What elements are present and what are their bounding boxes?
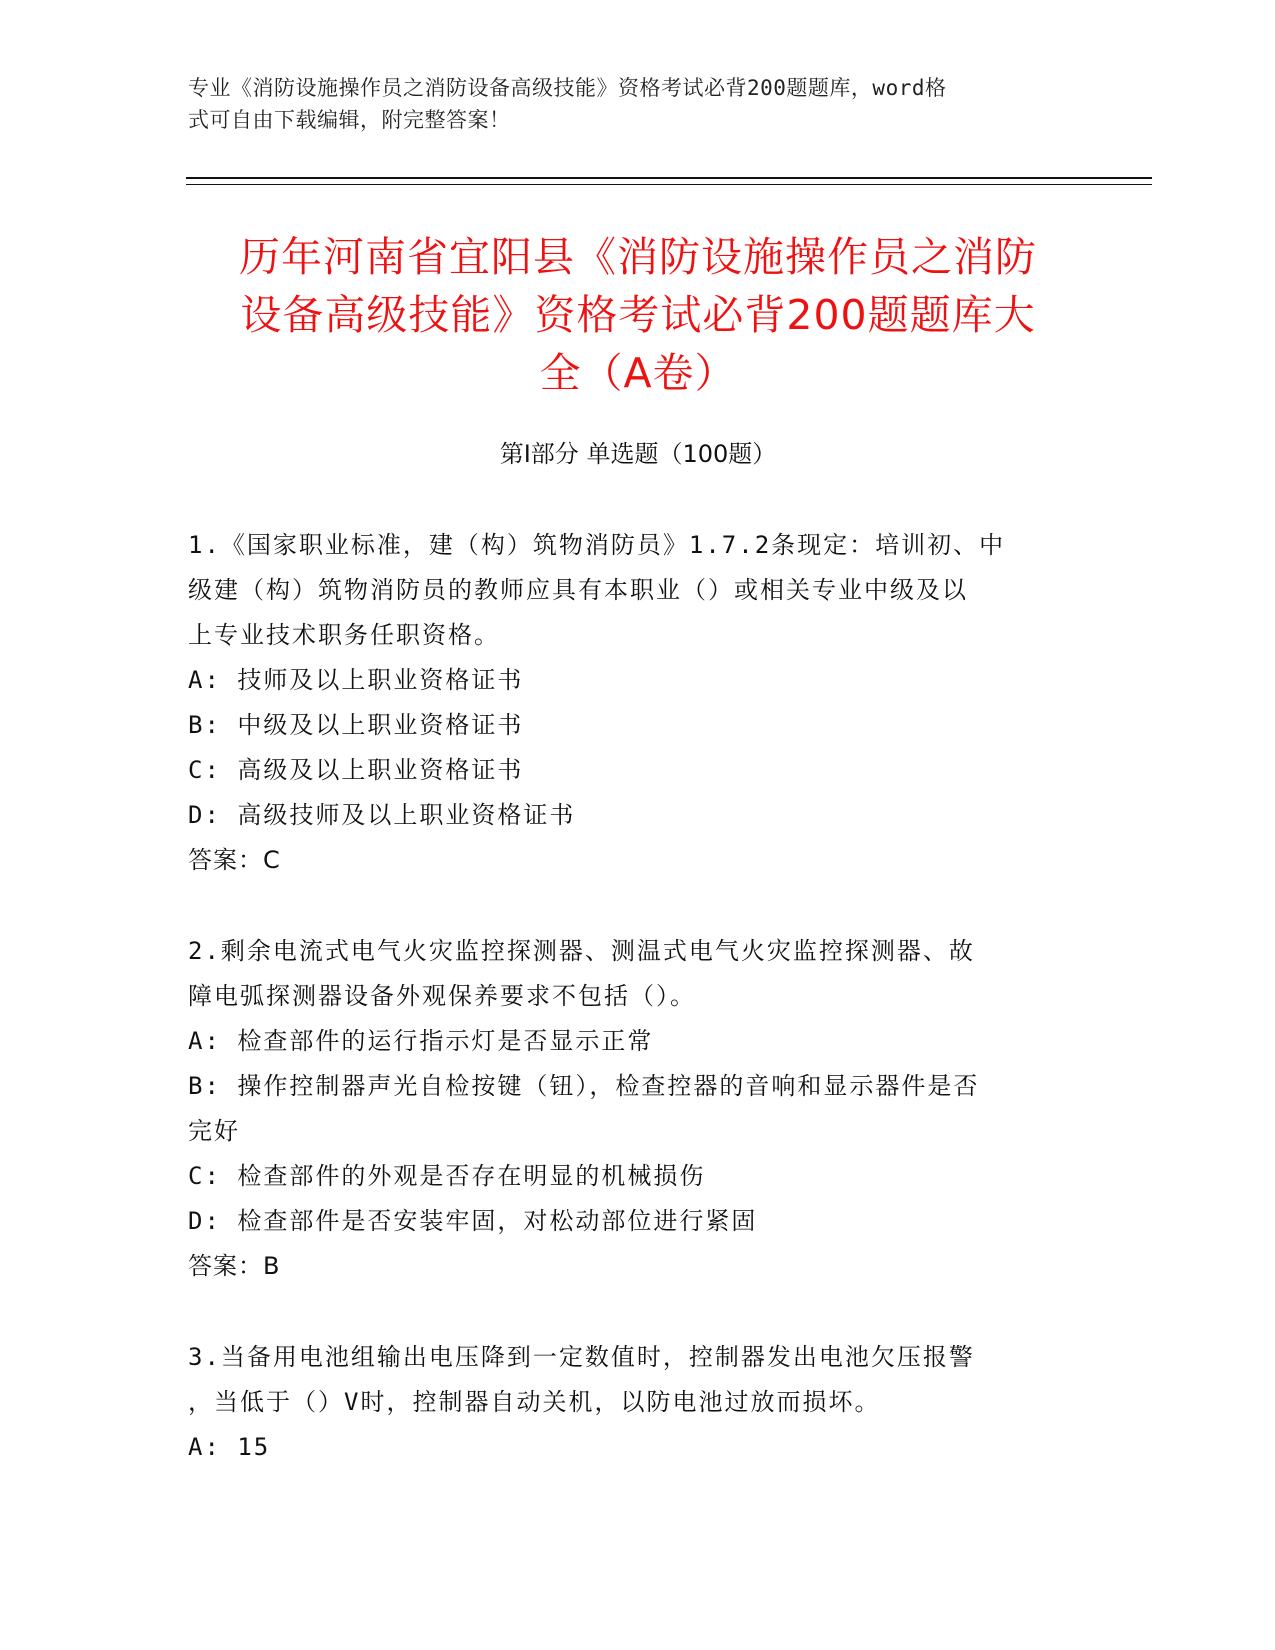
header-divider <box>186 177 1152 179</box>
question-text-line: 上专业技术职务任职资格。 <box>188 621 500 649</box>
answer-line: 答案：C <box>188 846 281 874</box>
header-divider-thin <box>186 184 1152 185</box>
option-d: D: 高级技师及以上职业资格证书 <box>188 801 576 829</box>
header-note <box>188 72 1068 136</box>
question-text-line: 级建（构）筑物消防员的教师应具有本职业（）或相关专业中级及以 <box>188 576 968 604</box>
option-d: D: 检查部件是否安装牢固，对松动部位进行紧固 <box>188 1207 758 1235</box>
question-text-line: ，当低于（）V时，控制器自动关机，以防电池过放而损坏。 <box>188 1388 881 1416</box>
header-note-line: 式可自由下载编辑，附完整答案！ <box>188 108 511 132</box>
section-title: 第Ⅰ部分 单选题（100题） <box>499 440 777 468</box>
question-text-line: 3.当备用电池组输出电压降到一定数值时，控制器发出电池欠压报警 <box>188 1343 975 1371</box>
option-c: C: 高级及以上职业资格证书 <box>188 756 524 784</box>
question-2 <box>188 929 1068 1289</box>
option-b: B: 中级及以上职业资格证书 <box>188 711 524 739</box>
option-a: A: 技师及以上职业资格证书 <box>188 666 524 694</box>
document-title-line: 设备高级技能》资格考试必背200题题库大 <box>240 291 1036 339</box>
question-text-line: 障电弧探测器设备外观保养要求不包括（）。 <box>188 982 696 1010</box>
document-title-line: 全（A卷） <box>539 349 737 397</box>
answer-line: 答案：B <box>188 1252 281 1280</box>
question-1 <box>188 523 1068 883</box>
question-3 <box>188 1335 1068 1470</box>
document-title <box>188 228 1088 402</box>
option-b-continued: 完好 <box>188 1117 240 1145</box>
header-note-line: 专业《消防设施操作员之消防设备高级技能》资格考试必背200题题库，word格 <box>188 76 947 100</box>
document-title-line: 历年河南省宜阳县《消防设施操作员之消防 <box>239 233 1037 281</box>
question-text-line: 2.剩余电流式电气火灾监控探测器、测温式电气火灾监控探测器、故 <box>188 937 975 965</box>
option-c: C: 检查部件的外观是否存在明显的机械损伤 <box>188 1162 706 1190</box>
question-text-line: 1.《国家职业标准，建（构）筑物消防员》1.7.2条现定：培训初、中 <box>188 531 1006 559</box>
option-a: A: 检查部件的运行指示灯是否显示正常 <box>188 1027 654 1055</box>
option-b: B: 操作控制器声光自检按键（钮），检查控器的音响和显示器件是否 <box>188 1072 980 1100</box>
option-a: A: 15 <box>188 1433 271 1461</box>
